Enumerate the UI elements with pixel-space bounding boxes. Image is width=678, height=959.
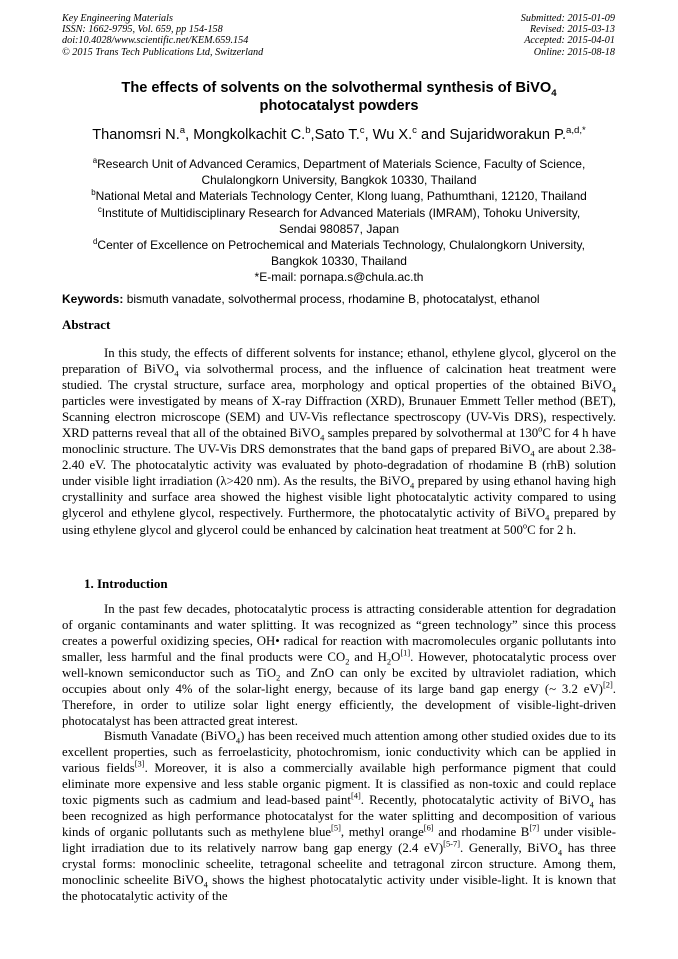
- abs-degree-2: o: [522, 520, 528, 531]
- p2-text-9: . Generally, BiVO: [460, 841, 558, 856]
- abstract-text: [62, 345, 616, 538]
- affil-b-line-1: National Metal and Materials Technology Center, Klong luang, Pathumthani, 12120, Thailand: [95, 189, 587, 204]
- intro-paragraph-2: [62, 728, 616, 905]
- title-line-1: The effects of solvents on the solvothermal synthesis of BiVO: [121, 80, 552, 96]
- abs-text-7: prepared by using ethanol having high crystallinity and surface area showed the highest visible light photocatalytic activity compared to using glycerol and ethylene glycol, respectively. Furthermore, the photocatalytic activity of BiVO: [62, 474, 616, 521]
- affil-marker-d: d: [93, 237, 98, 247]
- abs-text-8: prepared by using ethylene glycol and glycerol could be enhanced by calcination heat treatment at 500: [62, 506, 616, 537]
- p1-sub-2: 2: [386, 656, 392, 667]
- affil-c-line-1: Institute of Multidisciplinary Research for Advanced Materials (IMRAM), Tohoku University,: [101, 205, 581, 220]
- affil-marker-c: c: [97, 204, 102, 214]
- citation-ref: [5]: [331, 823, 341, 834]
- abs-sub-3: 4: [320, 432, 325, 443]
- affiliation-b: [62, 188, 616, 204]
- p1-sub-1: 2: [345, 656, 350, 667]
- affiliation-d: [62, 237, 616, 253]
- abs-text-1: In this study, the effects of different solvents for instance; ethanol, ethylene glycol, glycerol on the preparation of BiVO: [62, 346, 616, 377]
- revised-date: Revised: 2015-03-13: [529, 24, 615, 36]
- abs-degree-1: o: [538, 423, 543, 434]
- author-3: ,Sato T.: [310, 127, 360, 143]
- keywords: [62, 291, 616, 307]
- title-line-2: photocatalyst powders: [259, 98, 419, 114]
- citation-ref: [7]: [529, 823, 540, 834]
- affil-a-line-1: Research Unit of Advanced Ceramics, Department of Materials Science, Faculty of Science,: [97, 157, 586, 171]
- abs-sub-2: 4: [611, 384, 616, 395]
- abs-sub-7: 4: [545, 513, 550, 524]
- affil-marker-a: a: [92, 156, 98, 165]
- keywords-text: bismuth vanadate, solvothermal process, rhodamine B, photocatalyst, ethanol: [123, 292, 540, 306]
- citation-ref: [2]: [602, 679, 613, 690]
- p2-text-7: and rhodamine B: [433, 825, 530, 840]
- author-2-affil: b: [305, 125, 311, 137]
- p2-sub-4: 4: [203, 879, 208, 890]
- p1-text-1: In the past few decades, photocatalytic process is attracting considerable attention for degradation of organic contaminants and water splitting. It was recognized as “green technology” since this process creates a powerful oxidizing species, OH• radical for reaction with macromolecules organic pollutants into smaller, less harmful and the final products were CO: [62, 602, 616, 665]
- author-5: and Sujaridworakun P.: [416, 127, 566, 143]
- affil-marker-b: b: [91, 188, 96, 198]
- abs-text-9: C for 2 h.: [527, 522, 577, 537]
- title-subscript: 4: [551, 87, 557, 99]
- p2-sub-2: 4: [589, 799, 594, 810]
- keywords-label: Keywords:: [62, 292, 124, 306]
- abs-sub-6: 4: [410, 480, 415, 491]
- p1-text-3: O: [391, 650, 401, 665]
- abstract-heading: Abstract: [62, 317, 111, 332]
- abs-sub-5: 4: [530, 448, 535, 459]
- p2-text-10: has three crystal forms: monoclinic scheelite, tetragonal scheelite and tetragonal zircon structure. Among them, monoclinic scheelite BiVO: [62, 841, 616, 888]
- p2-text-1: Bismuth Vanadate (BiVO: [104, 729, 236, 743]
- p2-text-3: . Moreover, it is also a commercially available high performance pigment that could eliminate more expensive and less stable organic pigment. It is classified as non-toxic and could replace toxic pigments such as cadmium and lead-based paint: [62, 761, 616, 808]
- author-2: , Mongkolkachit C.: [185, 127, 306, 143]
- author-1: Thanomsri N.: [92, 127, 180, 143]
- author-list: [62, 126, 616, 144]
- p2-text-4: . Recently, photocatalytic activity of BiVO: [360, 793, 590, 808]
- p1-text-4: . However, photocatalytic process over well-known semiconductor such as TiO: [62, 650, 616, 681]
- p1-text-6: . Therefore, in order to utilize solar light energy efficiently, the development of visible-light-driven photocatalyst has been attracted great interest.: [62, 682, 616, 729]
- copyright-line: © 2015 Trans Tech Publications Ltd, Switzerland: [62, 46, 264, 58]
- journal-header-left: [62, 13, 263, 58]
- p2-sub-1: 4: [235, 735, 241, 746]
- p2-text-2: ) has been received much attention among other studied oxides due to its excellent properties, such as ferroelasticity, photochromism, ionic conductivity which can be applied in various fields: [62, 729, 616, 776]
- journal-name: Key Engineering Materials: [62, 13, 173, 24]
- intro-paragraph-1: [62, 601, 616, 729]
- p1-sub-3: 2: [276, 672, 281, 683]
- accepted-date: Accepted: 2015-04-01: [524, 35, 615, 47]
- paper-title: [62, 79, 616, 115]
- abs-text-4: samples prepared by solvothermal at 130: [324, 426, 539, 441]
- citation-ref: [1]: [400, 647, 411, 658]
- p2-text-6: , methyl orange: [340, 825, 424, 840]
- p1-text-2: and H: [349, 650, 387, 665]
- abs-text-6: are about 2.38-2.40 eV. The photocatalytic activity was evaluated by photo-degradation of rhodamine B (rhB) solution under visible light irradiation (λ>420 nm). As the results, the BiVO: [62, 442, 616, 489]
- introduction-heading: 1. Introduction: [84, 576, 168, 591]
- author-5-affil: a,d,*: [566, 125, 586, 137]
- affiliation-c: [62, 205, 616, 221]
- author-3-affil: c: [359, 125, 365, 137]
- p2-text-5: has been recognized as high performance photocatalyst for the water splitting and decomposition of various kinds of organic pollutants such as methylene blue: [62, 793, 617, 840]
- affil-d-line-2: Bangkok 10330, Thailand: [271, 254, 407, 269]
- author-4: , Wu X.: [364, 127, 413, 143]
- p2-text-11: shows the highest photocatalytic activity under visible-light. It is known that the photocatalytic activity of the: [62, 873, 616, 904]
- corresponding-email: *E-mail: pornapa.s@chula.ac.th: [254, 270, 424, 285]
- citation-ref: [4]: [350, 790, 361, 801]
- journal-header-right: [521, 13, 615, 58]
- citation-ref: [5-7]: [443, 839, 461, 850]
- citation-ref: [6]: [423, 823, 434, 834]
- issn-line: ISSN: 1662-9795, Vol. 659, pp 154-158: [62, 24, 223, 36]
- submitted-date: Submitted: 2015-01-09: [520, 13, 615, 24]
- online-date: Online: 2015-08-18: [533, 46, 615, 58]
- abs-sub-1: 4: [174, 368, 179, 379]
- affil-d-line-1: Center of Excellence on Petrochemical and Materials Technology, Chulalongkorn University,: [97, 238, 585, 253]
- affil-c-line-2: Sendai 980857, Japan: [278, 221, 400, 236]
- citation-ref: [3]: [134, 758, 145, 769]
- abs-text-3: particles were investigated by means of X-ray Diffraction (XRD), Brunauer Emmett Teller method (BET), Scanning electron microscope (SEM) and UV-Vis reflectance spectroscopy (UV-Vis DRS), respectively. XRD patterns reveal that all of the obtained BiVO: [62, 394, 616, 441]
- p2-sub-3: 4: [557, 847, 563, 858]
- p1-text-5: and ZnO can only be excited by ultraviolet radiation, which occupies about only 4% of the solar-light energy, because of its large band gap energy (~ 3.2 eV): [62, 666, 616, 697]
- abs-text-5: C for 4 h have monoclinic structure. The UV-Vis DRS demonstrates that the band gaps of prepared BiVO: [62, 426, 616, 457]
- affil-a-line-2: Chulalongkorn University, Bangkok 10330, Thailand: [201, 173, 477, 188]
- author-4-affil: c: [412, 125, 417, 137]
- doi-line: doi:10.4028/www.scientific.net/KEM.659.154: [62, 35, 249, 47]
- affiliation-a: [62, 156, 616, 172]
- affiliations: [62, 156, 616, 286]
- author-1-affil: a: [179, 125, 186, 137]
- abs-text-2: via solvothermal process, and the influence of calcination heat treatment were studied. The crystal structure, surface area, morphology and optical properties of the obtained BiVO: [62, 362, 616, 393]
- p2-text-8: under visible-light irradiation due to its relatively narrow bang gap energy (2.4 eV): [62, 825, 616, 856]
